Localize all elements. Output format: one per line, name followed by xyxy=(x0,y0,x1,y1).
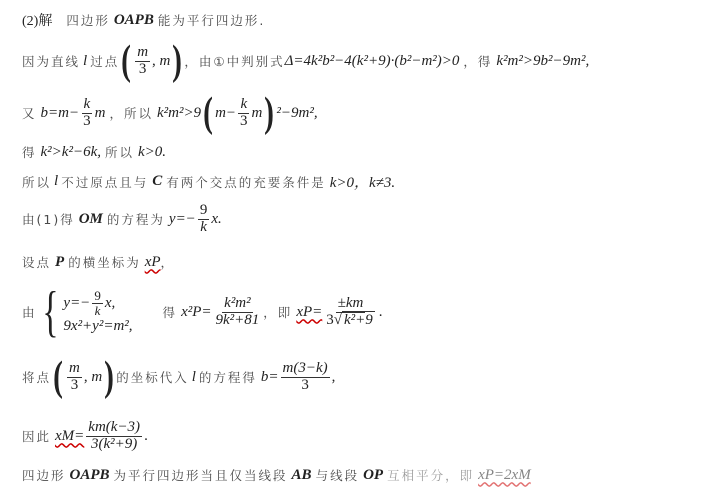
fraction: $\frac{km(k-3)}{\text{3(k²+9)}}$ xyxy=(88,418,141,452)
inequality-line: 得 k²>k²−6k, 所以 k>0. xyxy=(22,143,167,160)
left-brace: { xyxy=(41,281,59,343)
right-paren: ) xyxy=(264,90,275,136)
fraction: $\frac{m(3-k)}{3}$ xyxy=(282,359,328,393)
fraction: $\frac{m}{3}$ xyxy=(69,359,80,393)
discriminant-expression: Δ=4k²b²−4(k²+9)·(b²−m²)>0 xyxy=(284,52,460,69)
part-label: (2)解 xyxy=(22,14,53,29)
substitute-point-line: 将点 ( $\frac{m}{3}$ , m ) 的坐标代入 l 的方程得 b= $\frac{m(3-k)}{3}$ , xyxy=(22,354,336,400)
fraction: $\frac{9}{k}$ xyxy=(94,288,101,318)
fraction: $\frac{m}{3}$ xyxy=(137,43,149,77)
solution-heading: (2)解 四边形 OAPB 能为平行四边形. xyxy=(22,11,266,29)
fraction: $\frac{\text{k²m²}}{\text{9k²+81}}$ xyxy=(215,294,260,328)
left-paren: ( xyxy=(53,354,63,400)
right-paren: ) xyxy=(104,354,115,400)
fraction: $\frac{k}{3}$ xyxy=(240,95,248,129)
discriminant-line: 因为直线 l 过点 ( $\frac{m}{3}$ , m ) ，由①中判别式 Δ=4k²b²−4(k²+9)·(b²−m²)>0 ，得 k²m²>9b²−9m², xyxy=(22,38,590,84)
fraction: $\frac{\pm km}{\text{3√ k²+9}}$ xyxy=(326,294,373,328)
om-equation-line: 由(1)得 OM 的方程为 y=− $\frac{9}{k}$ x. xyxy=(22,201,222,235)
right-paren: ) xyxy=(172,38,183,84)
left-paren: ( xyxy=(203,90,213,136)
equation-system: y=− $\frac{9}{k}$ x, 9x²+y²=m², xyxy=(63,288,133,334)
point-p-line: 设点 P 的横坐标为 xP ， xyxy=(22,253,176,270)
system-line: 由 { y=− $\frac{9}{k}$ x, 9x²+y²=m², 得 x²P= $\frac{\text{k²m²}}{\text{9k²+81}}$ ，即 xP= $\frac{\pm km}{\text{3√ k²+9}}$ . xyxy=(22,281,383,343)
fraction: $\frac{k}{3}$ xyxy=(83,95,91,129)
xm-line: 因此 xM= $\frac{km(k-3)}{\text{3(k²+9)}}$ . xyxy=(22,418,148,452)
fraction: $\frac{9}{k}$ xyxy=(199,201,208,235)
parallelogram-condition-line: 四边形 OAPB 为平行四边形当且仅当线段 AB 与线段 OP 互相平分，即 xP=2xM xyxy=(22,466,531,483)
condition-line: 所以 l 不过原点且与 C 有两个交点的充要条件是 k>0，k≠3. xyxy=(22,173,396,191)
left-paren: ( xyxy=(121,38,132,84)
substitution-line: 又 b=m− $\frac{k}{3}$ m ，所以 k²m²>9 ( m− $\frac{k}{3}$ m ) ²−9m², xyxy=(22,90,318,136)
